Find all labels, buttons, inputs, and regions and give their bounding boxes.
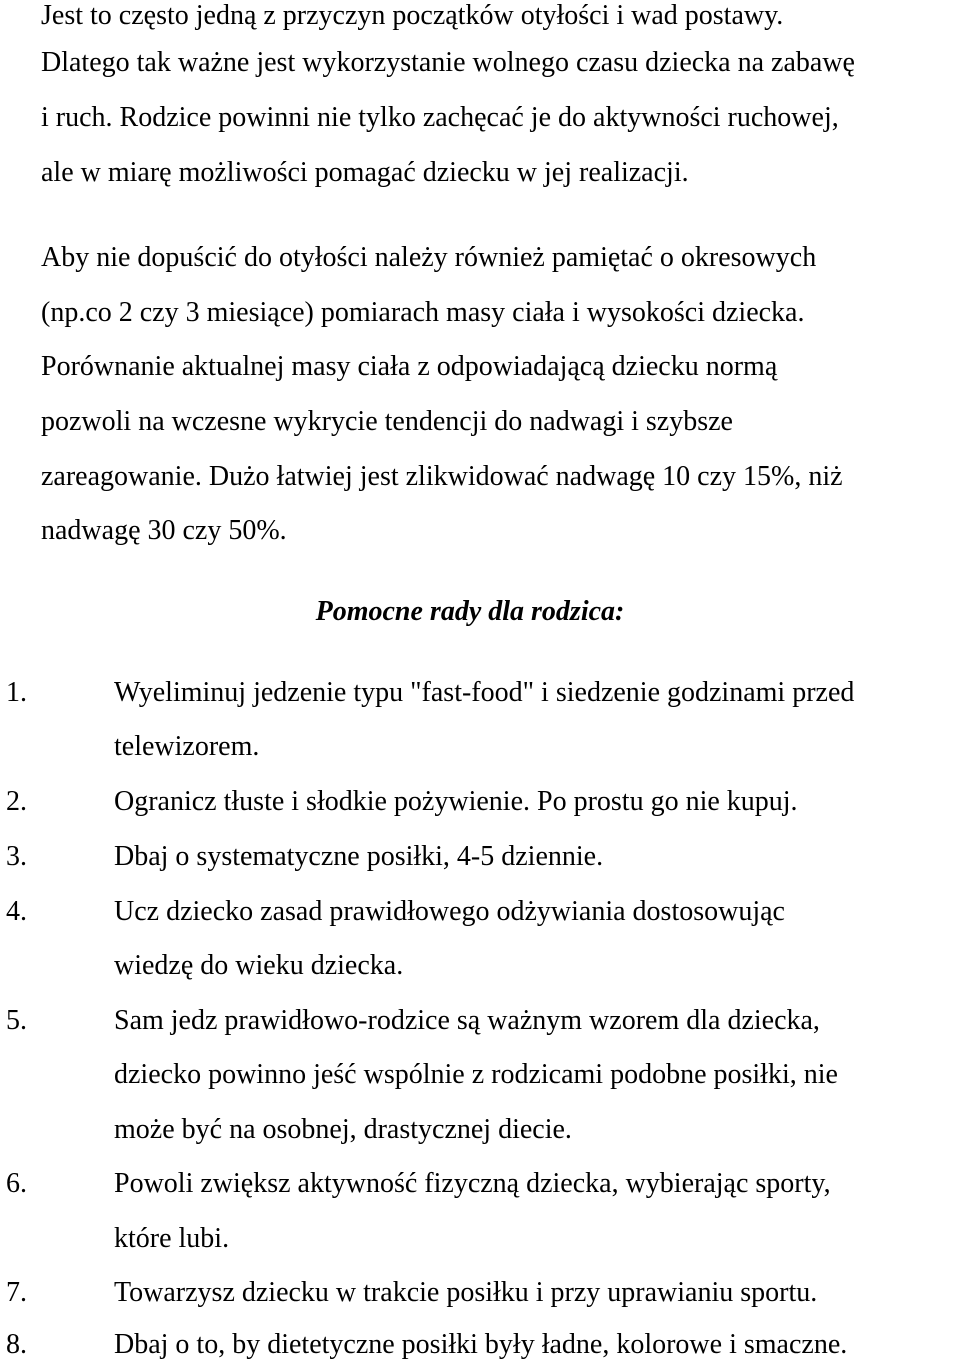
list-item-text: Ucz dziecko zasad prawidłowego odżywiania dostosowując bbox=[114, 896, 785, 927]
paragraph-line: (np.co 2 czy 3 miesiące) pomiarach masy ciała i wysokości dziecka. bbox=[41, 297, 805, 328]
list-item-text: Wyeliminuj jedzenie typu "fast-food" i siedzenie godzinami przed bbox=[114, 677, 855, 708]
paragraph-line: Aby nie dopuścić do otyłości należy również pamiętać o okresowych bbox=[41, 242, 817, 273]
paragraph-line: pozwoli na wczesne wykrycie tendencji do nadwagi i szybsze bbox=[41, 406, 733, 437]
paragraph-line: Porównanie aktualnej masy ciała z odpowiadającą dziecku normą bbox=[41, 351, 778, 382]
list-item-number: 3. bbox=[6, 841, 27, 872]
list-item-number: 1. bbox=[6, 677, 27, 708]
paragraph-line: zareagowanie. Dużo łatwiej jest zlikwidować nadwagę 10 czy 15%, niż bbox=[41, 461, 843, 492]
list-item-number: 5. bbox=[6, 1005, 27, 1036]
list-item-text: Dbaj o to, by dietetyczne posiłki były ładne, kolorowe i smaczne. bbox=[114, 1329, 848, 1360]
list-item-text: Towarzysz dziecku w trakcie posiłku i przy uprawianiu sportu. bbox=[114, 1277, 818, 1308]
list-item-number: 4. bbox=[6, 896, 27, 927]
list-item-text: Dbaj o systematyczne posiłki, 4-5 dziennie. bbox=[114, 841, 604, 872]
paragraph-line: ale w miarę możliwości pomagać dziecku w jej realizacji. bbox=[41, 157, 689, 188]
list-item-number: 2. bbox=[6, 786, 27, 817]
list-item-text: może być na osobnej, drastycznej diecie. bbox=[114, 1114, 572, 1145]
list-item-number: 7. bbox=[6, 1277, 27, 1308]
list-item-text: Powoli zwiększ aktywność fizyczną dziecka, wybierając sporty, bbox=[114, 1168, 831, 1199]
list-item-text: telewizorem. bbox=[114, 731, 260, 762]
paragraph-line: i ruch. Rodzice powinni nie tylko zachęcać je do aktywności ruchowej, bbox=[41, 102, 839, 133]
list-item-text: które lubi. bbox=[114, 1223, 230, 1254]
list-item-text: Sam jedz prawidłowo-rodzice są ważnym wzorem dla dziecka, bbox=[114, 1005, 820, 1036]
section-heading: Pomocne rady dla rodzica: bbox=[315, 596, 625, 627]
list-item-number: 8. bbox=[6, 1329, 27, 1360]
list-item-text: wiedzę do wieku dziecka. bbox=[114, 950, 404, 981]
paragraph-line: nadwagę 30 czy 50%. bbox=[41, 515, 287, 546]
list-item-text: Ogranicz tłuste i słodkie pożywienie. Po prostu go nie kupuj. bbox=[114, 786, 798, 817]
list-item-number: 6. bbox=[6, 1168, 27, 1199]
paragraph-line: Dlatego tak ważne jest wykorzystanie wolnego czasu dziecka na zabawę bbox=[41, 47, 855, 78]
list-item-text: dziecko powinno jeść wspólnie z rodzicami podobne posiłki, nie bbox=[114, 1059, 838, 1090]
paragraph-line: Jest to często jedną z przyczyn początków otyłości i wad postawy. bbox=[41, 0, 784, 31]
